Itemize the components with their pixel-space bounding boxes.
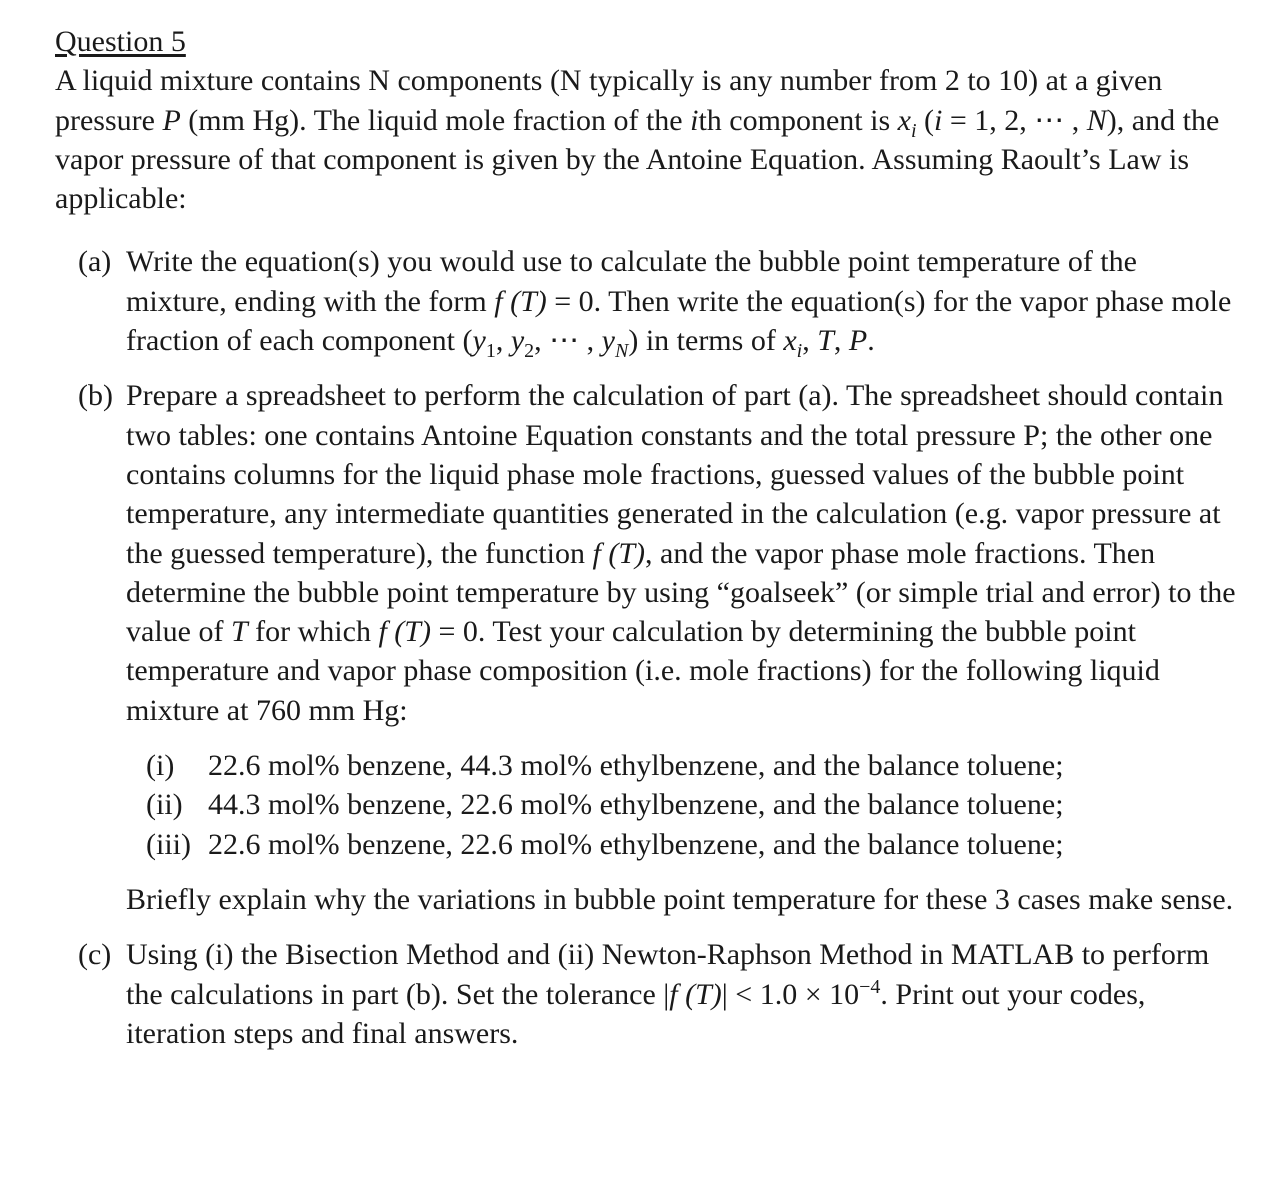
math-subscript: i: [796, 340, 803, 363]
math-y: y: [601, 324, 615, 358]
list-item: [126, 785, 1245, 824]
list-item: [126, 825, 1245, 864]
case-text: 44.3 mol% benzene, 22.6 mol% ethylbenzene, and the balance toluene;: [208, 788, 1064, 822]
case-label: (ii): [146, 788, 183, 822]
intro-text: th component is: [698, 103, 898, 137]
math-sep: ,: [833, 324, 849, 358]
part-b: [55, 376, 1245, 919]
math-y: y: [510, 324, 525, 358]
math-P: P: [162, 103, 181, 137]
part-c-text: Using (i) the Bisection Method and (ii) Newton-Raphson Method in MATLAB to perform the calculations in part (b). Set the tolerance |: [126, 938, 1210, 1011]
part-b-text: , and the vapor phase mole fractions. Then determine the bubble point temperature by using “goalseek” (or simple trial and error) to the value of: [126, 536, 1236, 649]
math-fT: f (T): [494, 284, 547, 318]
part-c-label: (c): [78, 938, 112, 972]
part-c-text: | < 1.0 × 10: [721, 977, 860, 1011]
intro-text: ), and the vapor pressure of that component is given by the Antoine Equation. Assuming Raoult’s Law is applicable:: [55, 103, 1220, 216]
case-list: [126, 746, 1245, 864]
math-N: N: [1086, 103, 1107, 137]
intro-text: (mm Hg). The liquid mole fraction of the: [180, 103, 691, 137]
math-sep: ,: [802, 324, 818, 358]
part-a-text: Write the equation(s) you would use to calculate the bubble point temperature of the mixture, ending with the form: [126, 245, 1137, 318]
intro-text: A liquid mixture contains N components (N typically is any number from 2 to 10) at a given pressure: [55, 64, 1163, 137]
part-a-text: = 0. Then write the equation(s) for the vapor phase mole fraction of each component (: [126, 284, 1232, 358]
math-x: x: [783, 324, 797, 358]
part-b-text: Prepare a spreadsheet to perform the calculation of part (a). The spreadsheet should contain two tables: one contains Antoine Equation constants and the total pressure P; the other one contains columns for the liquid phase mole fractions, guessed values of the bubble point temperature, any intermediate quantities generated in the calculation (e.g. vapor pressure at the guessed temperature), the function: [126, 379, 1224, 570]
case-label: (i): [146, 749, 175, 783]
part-c: [55, 935, 1245, 1053]
math-sep: , ⋯ ,: [534, 324, 602, 358]
math-subscript: 1: [485, 340, 496, 363]
math-T: T: [817, 324, 834, 358]
math-exponent: −4: [859, 975, 881, 998]
math-fT: f (T): [592, 536, 645, 570]
case-label: (iii): [146, 827, 191, 861]
math-x: x: [897, 103, 911, 137]
case-text: 22.6 mol% benzene, 22.6 mol% ethylbenzene, and the balance toluene;: [208, 827, 1064, 861]
intro-text: = 1, 2, ⋯ ,: [942, 103, 1087, 137]
math-sep: .: [867, 324, 875, 358]
question-title: Question 5: [55, 25, 186, 58]
part-c-text: . Print out your codes, iteration steps and final answers.: [126, 977, 1146, 1050]
part-b-label: (b): [78, 379, 113, 413]
part-a-label: (a): [78, 245, 112, 279]
math-subscript: i: [910, 119, 917, 142]
math-fT: f (T): [378, 615, 431, 649]
part-b-text: for which: [247, 615, 379, 649]
question-page: [55, 22, 1245, 1053]
part-a: [55, 242, 1245, 363]
case-text: 22.6 mol% benzene, 44.3 mol% ethylbenzene, and the balance toluene;: [208, 749, 1064, 783]
math-subscript: N: [615, 340, 629, 363]
part-b-explain: Briefly explain why the variations in bubble point temperature for these 3 cases make sense.: [126, 882, 1234, 916]
part-b-text: = 0. Test your calculation by determining the bubble point temperature and vapor phase composition (i.e. mole fractions) for the following liquid mixture at 760 mm Hg:: [126, 615, 1160, 727]
math-sep: ,: [495, 324, 511, 358]
math-i: i: [690, 103, 699, 137]
math-T: T: [230, 615, 248, 649]
list-item: [126, 746, 1245, 785]
math-P: P: [848, 324, 868, 358]
math-i: i: [934, 103, 943, 137]
part-a-text: ) in terms of: [628, 324, 784, 358]
math-subscript: 2: [524, 340, 535, 363]
math-fT: f (T): [669, 977, 722, 1011]
intro-text: (: [916, 103, 935, 137]
math-y: y: [472, 324, 486, 358]
question-intro: [55, 61, 1245, 218]
